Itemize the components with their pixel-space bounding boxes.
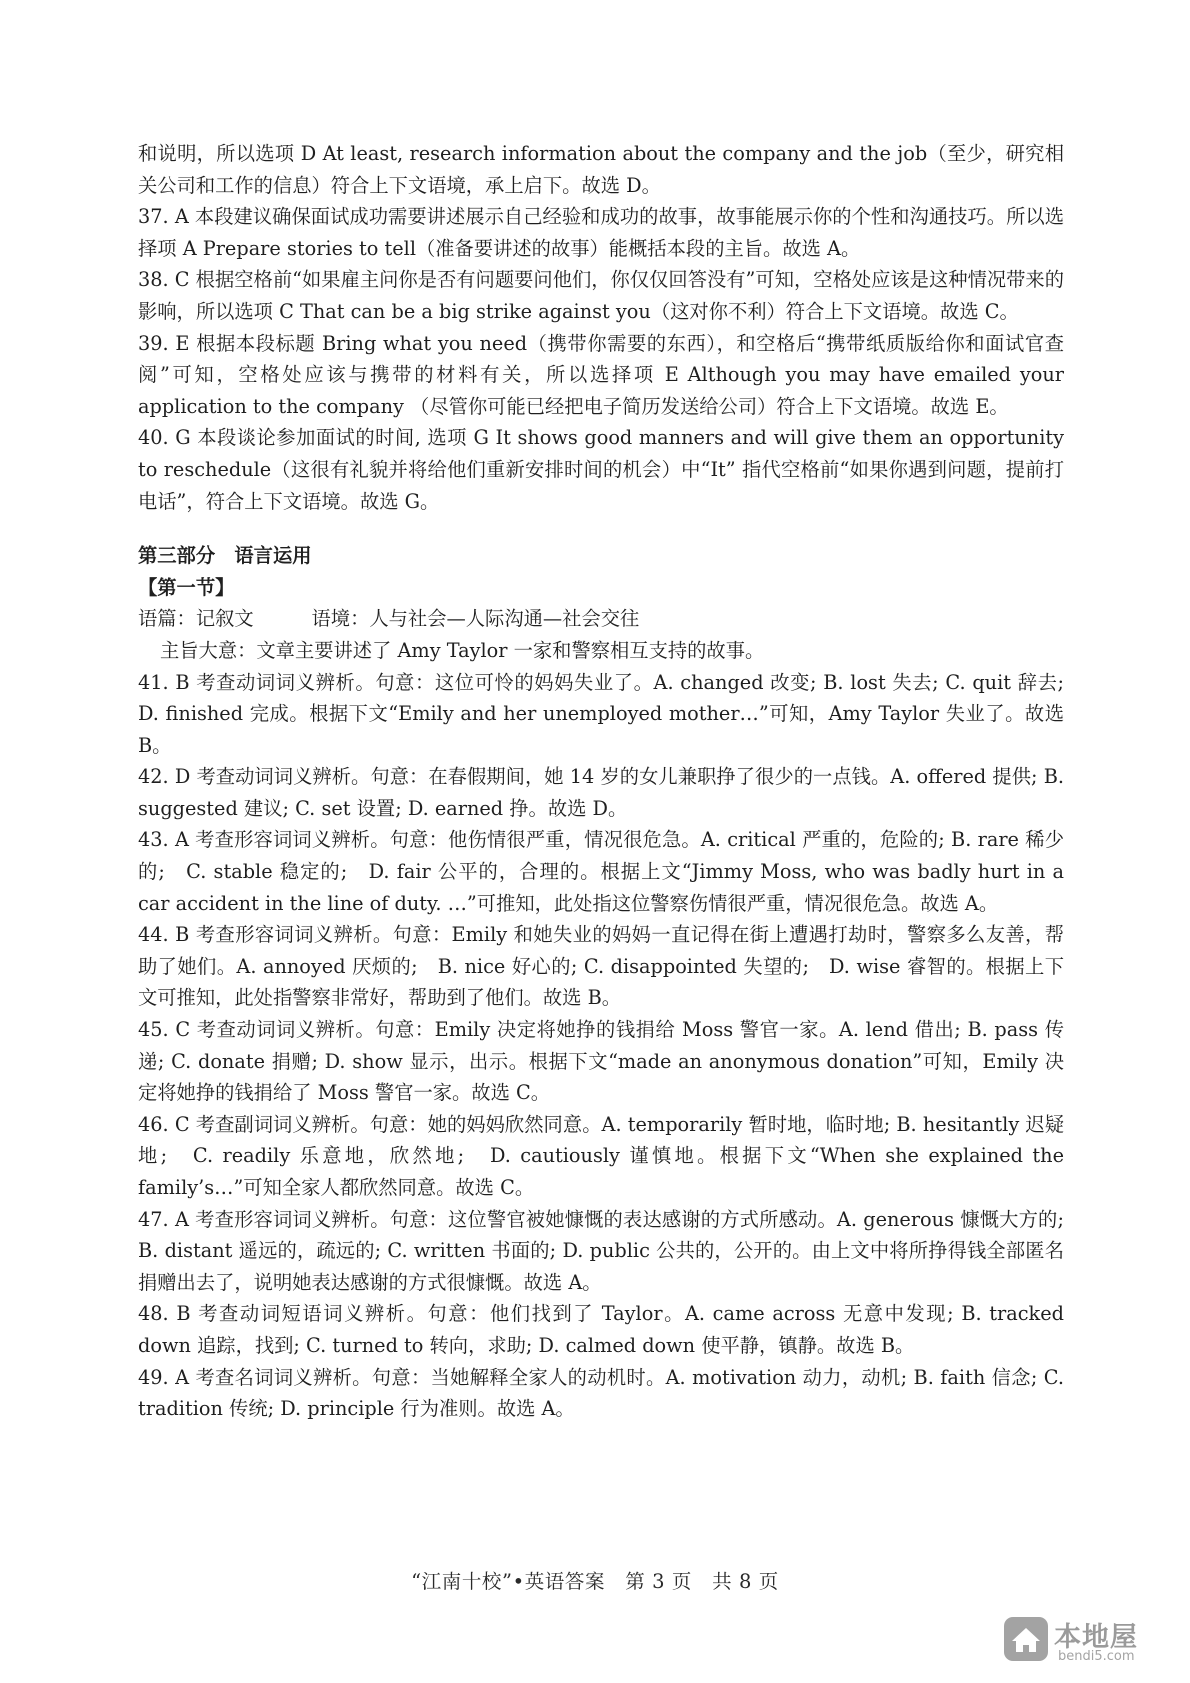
answer-46: 46. C 考查副词词义辨析。句意：她的妈妈欣然同意。A. temporarily 暂时地，临时地; B. hesitantly 迟疑地; C. readily 乐意地，欣然地; D. cautiously 谨慎地。根据下文“When she explained the family’s…”可知全家人都欣然同意。故选 C。 [138, 1112, 1064, 1199]
section-title: 第三部分 语言运用 [138, 544, 312, 568]
answer-48: 48. B 考查动词短语词义辨析。句意：他们找到了 Taylor。A. came across 无意中发现; B. tracked down 追踪，找到; C. turned to 转向，求助; D. calmed down 使平静，镇静。故选 B。 [138, 1302, 1064, 1357]
page-footer: “江南十校”•英语答案 第 3 页 共 8 页 [411, 1570, 779, 1593]
answer-45: 45. C 考查动词词义辨析。句意：Emily 决定将她挣的钱捐给 Moss 警官一家。A. lend 借出; B. pass 传递; C. donate 捐赠; D. show 显示，出示。根据下文“made an anonymous donation”可知，Emily 决定将她挣的钱捐给了 Moss 警官一家。故选 C。 [138, 1018, 1064, 1105]
house-logo-icon [1002, 1615, 1050, 1663]
answer-37: 37. A 本段建议确保面试成功需要讲述展示自己经验和成功的故事，故事能展示你的个性和沟通技巧。所以选择项 A Prepare stories to tell（准备要讲述的故事）能概括本段的主旨。故选 A。 [138, 205, 1064, 260]
watermark-logo [1002, 1611, 1156, 1669]
paragraph-36-continued: 和说明，所以选项 D At least, research information about the company and the job（至少，研究相关公司和工作的信息）符合上下文语境，承上启下。故选 D。 [138, 142, 1064, 197]
answer-41: 41. B 考查动词词义辨析。句意：这位可怜的妈妈失业了。A. changed 改变; B. lost 失去; C. quit 辞去; D. finished 完成。根据下文“Emily and her unemployed mother…”可知，Amy Taylor 失业了。故选 B。 [138, 670, 1064, 757]
answer-49: 49. A 考查名词词义辨析。句意：当她解释全家人的动机时。A. motivation 动力，动机; B. faith 信念; C. tradition 传统; D. principle 行为准则。故选 A。 [138, 1365, 1064, 1421]
answer-42: 42. D 考查动词词义辨析。句意：在春假期间，她 14 岁的女儿兼职挣了很少的一点钱。A. offered 提供; B. suggested 建议; C. set 设置; D. earned 挣。故选 D。 [138, 765, 1064, 820]
answer-40: 40. G 本段谈论参加面试的时间, 选项 G It shows good manners and will give them an opportunity to reschedule（这很有礼貌并将给他们重新安排时间的机会）中“It” 指代空格前“如果你遇到问题，提前打电话”，符合上下文语境。故选 G。 [138, 426, 1064, 513]
answer-39: 39. E 根据本段标题 Bring what you need（携带你需要的东西），和空格后“携带纸质版给你和面试官查阅”可知，空格处应该与携带的材料有关，所以选择项 E Although you may have emailed your application to the company （尽管你可能已经把电子简历发送给公司）符合上下文语境。故选 E。 [138, 331, 1064, 418]
answer-document [138, 138, 1064, 1425]
section-three [138, 540, 1064, 666]
answer-43: 43. A 考查形容词词义辨析。句意：他伤情很严重，情况很危急。A. critical 严重的，危险的; B. rare 稀少的; C. stable 稳定的; D. fair 公平的，合理的。根据上文“Jimmy Moss, who was badly hurt in a car accident in the line of duty. …”可推知，此处指这位警察伤情很严重，情况很危急。故选 A。 [138, 828, 1064, 915]
watermark-name: 本地屋 [1054, 1622, 1138, 1653]
answer-38: 38. C 根据空格前“如果雇主问你是否有问题要问他们，你仅仅回答没有”可知，空格处应该是这种情况带来的影响，所以选项 C That can be a big strike against you（这对你不利）符合上下文语境。故选 C。 [138, 268, 1064, 323]
genre-context-line: 语篇：记叙文 语境：人与社会—人际沟通—社会交往 [138, 607, 640, 631]
subsection-title: 【第一节】 [138, 575, 235, 599]
main-idea-line: 主旨大意：文章主要讲述了 Amy Taylor 一家和警察相互支持的故事。 [160, 638, 765, 662]
answer-47: 47. A 考查形容词词义辨析。句意：这位警官被她慷慨的表达感谢的方式所感动。A. generous 慷慨大方的; B. distant 遥远的，疏远的; C. written 书面的; D. public 公共的，公开的。由上文中将所挣得钱全部匿名捐赠出去了，说明她表达感谢的方式很慷慨。故选 A。 [138, 1207, 1064, 1294]
watermark-url: bendi5.com [1058, 1649, 1135, 1664]
answer-44: 44. B 考查形容词词义辨析。句意：Emily 和她失业的妈妈一直记得在街上遭遇打劫时，警察多么友善，帮助了她们。A. annoyed 厌烦的; B. nice 好心的; C. disappointed 失望的; D. wise 睿智的。根据上下文可推知，此处指警察非常好，帮助到了他们。故选 B。 [138, 923, 1064, 1010]
